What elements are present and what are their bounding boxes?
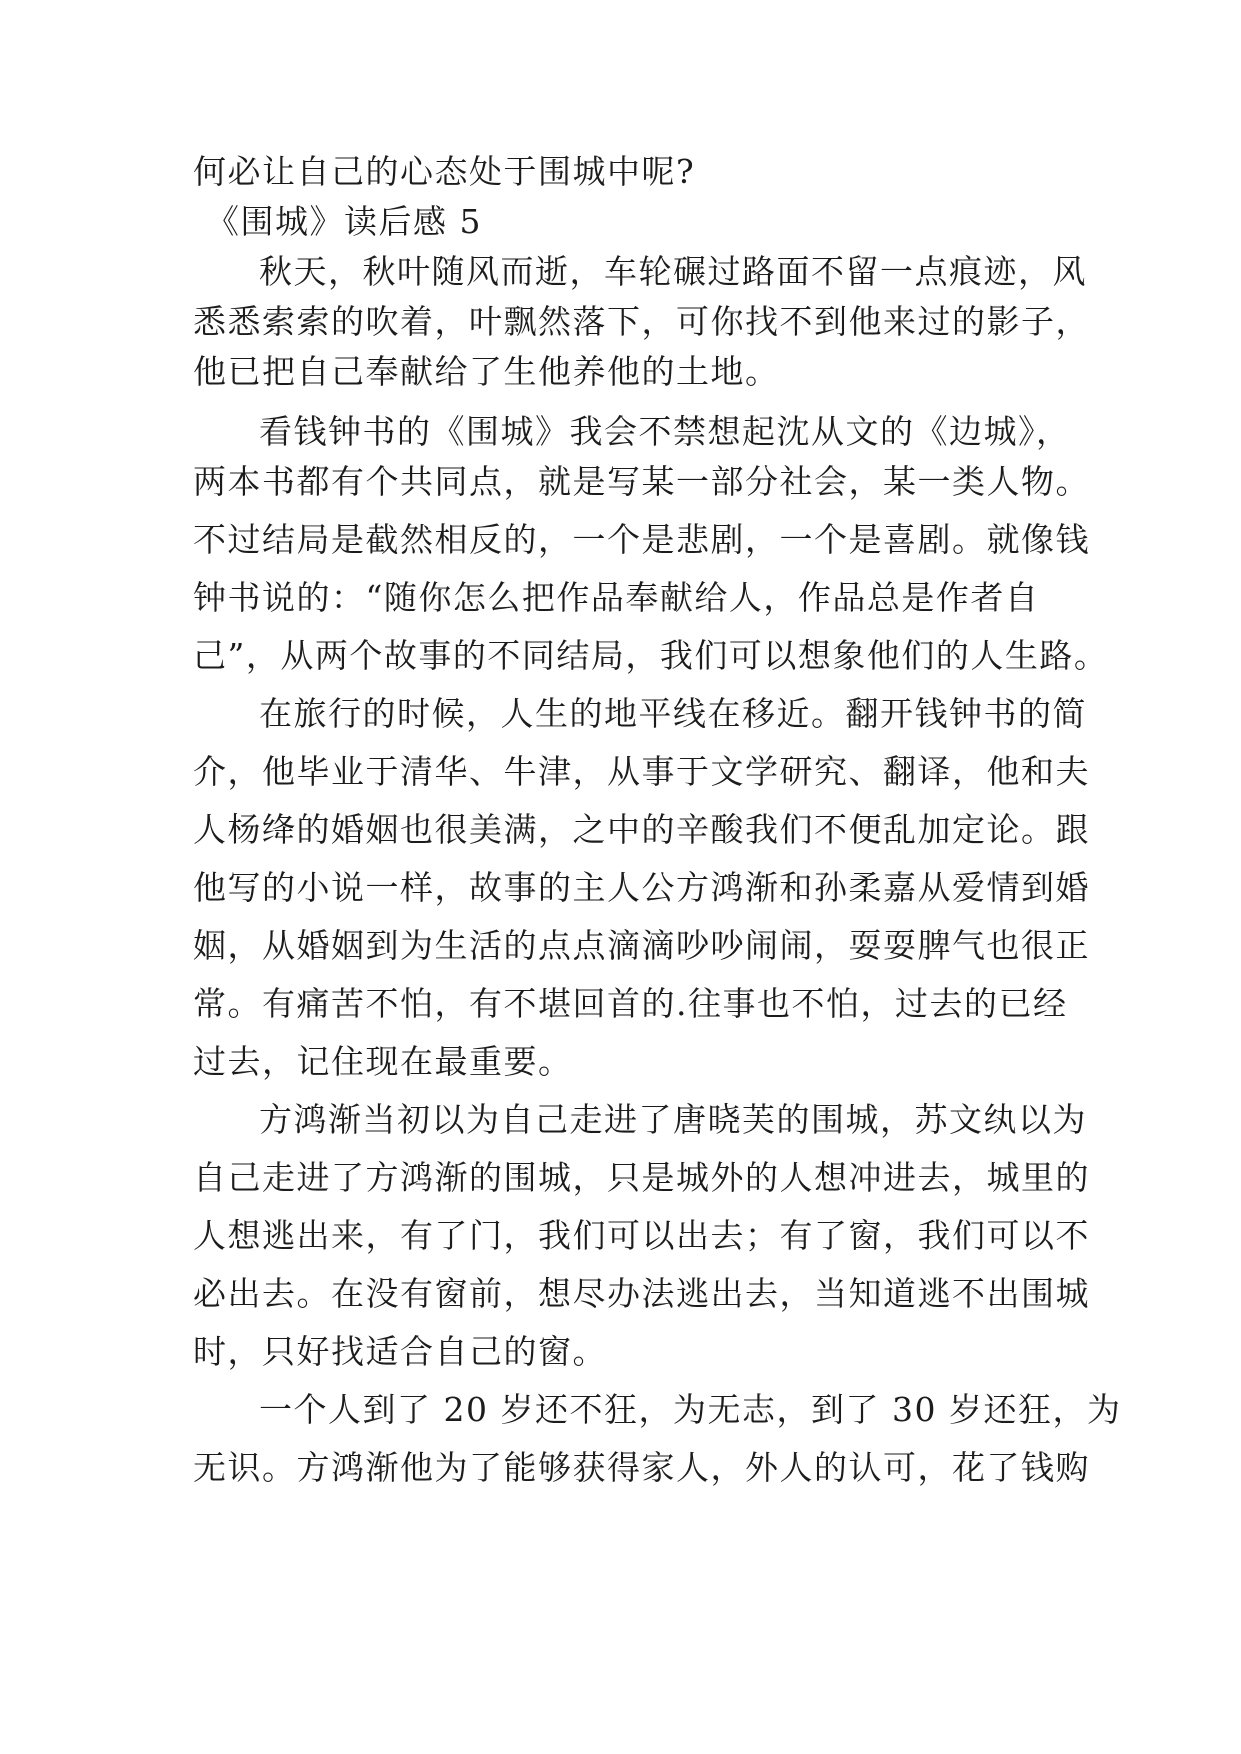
- text-line: 看钱钟书的《围城》我会不禁想起沈从文的《边城》，: [259, 412, 1071, 451]
- text-line: 他已把自己奉献给了生他养他的土地。: [193, 352, 780, 391]
- text-line: 在旅行的时候，人生的地平线在移近。翻开钱钟书的简: [259, 694, 1087, 733]
- text-line: 必出去。在没有窗前，想尽办法逃出去，当知道逃不出围城: [193, 1274, 1090, 1313]
- text-line: 悉悉索索的吹着，叶飘然落下，可你找不到他来过的影子，: [193, 302, 1090, 341]
- text-line: 一个人到了 20 岁还不狂，为无志，到了 30 岁还狂，为: [259, 1390, 1122, 1429]
- text-line: 两本书都有个共同点，就是写某一部分社会，某一类人物。: [193, 462, 1090, 501]
- text-line: 时，只好找适合自己的窗。: [193, 1332, 607, 1371]
- section-title: 《围城》读后感 5: [206, 202, 482, 241]
- text-line: 何必让自己的心态处于围城中呢?: [193, 152, 696, 191]
- text-line: 姻，从婚姻到为生活的点点滴滴吵吵闹闹，耍耍脾气也很正: [193, 926, 1090, 965]
- text-line: 人想逃出来，有了门，我们可以出去；有了窗，我们可以不: [193, 1216, 1090, 1255]
- text-line: 秋天，秋叶随风而逝，车轮碾过路面不留一点痕迹，风: [259, 252, 1087, 291]
- text-line: 不过结局是截然相反的，一个是悲剧，一个是喜剧。就像钱: [193, 520, 1090, 559]
- text-line: 钟书说的：“随你怎么把作品奉献给人，作品总是作者自: [193, 578, 1040, 617]
- text-line: 他写的小说一样，故事的主人公方鸿渐和孙柔嘉从爱情到婚: [193, 868, 1090, 907]
- text-line: 无识。方鸿渐他为了能够获得家人，外人的认可，花了钱购: [193, 1448, 1090, 1487]
- text-line: 人杨绛的婚姻也很美满，之中的辛酸我们不便乱加定论。跟: [193, 810, 1090, 849]
- text-line: 介，他毕业于清华、牛津，从事于文学研究、翻译，他和夫: [193, 752, 1090, 791]
- text-line: 过去，记住现在最重要。: [193, 1042, 573, 1081]
- text-line: 方鸿渐当初以为自己走进了唐晓芙的围城，苏文纨以为: [259, 1100, 1087, 1139]
- text-line: 常。有痛苦不怕，有不堪回首的.往事也不怕，过去的已经: [193, 984, 1068, 1023]
- text-line: 己”，从两个故事的不同结局，我们可以想象他们的人生路。: [193, 636, 1109, 675]
- text-line: 自己走进了方鸿渐的围城，只是城外的人想冲进去，城里的: [193, 1158, 1090, 1197]
